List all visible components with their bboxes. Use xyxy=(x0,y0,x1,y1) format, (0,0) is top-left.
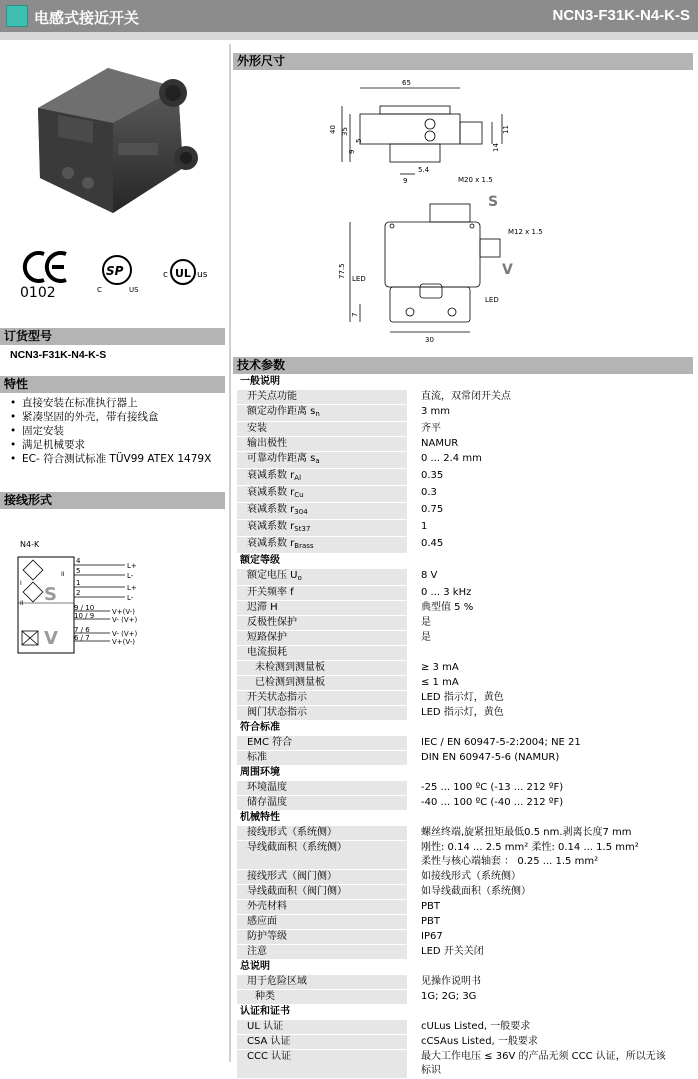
signal-label: V- (V+) xyxy=(112,616,138,624)
spec-value xyxy=(407,796,693,811)
spec-value-text: -25 ... 100 ºC (-13 ... 212 ºF) xyxy=(421,782,564,794)
spec-value xyxy=(407,676,693,691)
spec-row xyxy=(237,503,693,520)
spec-row xyxy=(237,616,693,631)
signal-label: V+(V-) xyxy=(112,638,136,646)
spec-value xyxy=(407,520,693,537)
spec-value xyxy=(407,841,693,870)
spec-key-text: 衰减系数 r xyxy=(247,521,295,533)
spec-key xyxy=(237,646,407,661)
spec-row xyxy=(237,601,693,616)
spec-value-text: LED 开关关闭 xyxy=(421,946,484,958)
spec-key-text: 用于危险区域 xyxy=(247,976,307,988)
spec-row xyxy=(237,975,693,990)
spec-row xyxy=(237,537,693,554)
pin-label: 7 / 6 xyxy=(74,626,90,634)
spec-key xyxy=(237,975,407,990)
spec-key-subscript: a xyxy=(315,457,320,466)
spec-value xyxy=(407,870,693,885)
spec-key-text: 开关状态指示 xyxy=(247,692,307,704)
pin-label: 1 xyxy=(76,579,81,587)
spec-value xyxy=(407,661,693,676)
spec-row xyxy=(237,990,693,1005)
spec-key-text: 电流损耗 xyxy=(247,647,287,659)
spec-key xyxy=(237,796,407,811)
spec-row xyxy=(237,826,693,841)
spec-key-text: CCC 认证 xyxy=(247,1051,292,1063)
column-divider xyxy=(229,44,231,1062)
spec-row xyxy=(237,706,693,721)
spec-value xyxy=(407,1035,693,1050)
spec-key-text: 衰减系数 r xyxy=(247,487,295,499)
spec-row xyxy=(237,945,693,960)
spec-row xyxy=(237,486,693,503)
spec-row xyxy=(237,646,693,661)
section-wiring-title: 接线形式 xyxy=(0,492,225,509)
dim-65: 65 xyxy=(402,79,411,87)
spec-value-text-2: 标识 xyxy=(421,1065,441,1077)
dim-35: 35 xyxy=(341,127,349,136)
spec-value-text: 如接线形式（系统侧） xyxy=(421,871,521,883)
spec-value-text: 0.35 xyxy=(421,470,444,482)
spec-value xyxy=(407,691,693,706)
spec-row xyxy=(237,736,693,751)
spec-key-text: 导线截面积（系统侧） xyxy=(247,842,347,854)
section-dimensions-title: 外形尺寸 xyxy=(233,53,693,70)
spec-value-text: IP67 xyxy=(421,931,443,943)
spec-key xyxy=(237,469,407,486)
spec-row xyxy=(237,569,693,586)
spec-value-text: LED 指示灯，黄色 xyxy=(421,707,504,719)
spec-value-text: 刚性: 0.14 ... 2.5 mm² 柔性: 0.14 ... 1.5 mm² xyxy=(421,842,639,854)
spec-row xyxy=(237,796,693,811)
spec-value xyxy=(407,915,693,930)
spec-value xyxy=(407,885,693,900)
spec-group-row xyxy=(237,554,693,569)
spec-row xyxy=(237,631,693,646)
spec-value-text: 最大工作电压 ≤ 36V 的产品无须 CCC 认证，所以无该 xyxy=(421,1051,666,1063)
spec-key xyxy=(237,1050,407,1079)
spec-key-text: 导线截面积（阀门侧） xyxy=(247,886,347,898)
spec-value-text: -40 ... 100 ºC (-40 ... 212 ºF) xyxy=(421,797,564,809)
page-header xyxy=(0,0,698,32)
spec-value-text: PBT xyxy=(421,916,440,928)
dim-led-2: LED xyxy=(485,296,499,304)
signal-label: L+ xyxy=(127,584,137,592)
spec-value-text: 是 xyxy=(421,617,431,629)
spec-key-text: 感应面 xyxy=(247,916,277,928)
spec-group-row xyxy=(237,721,693,736)
spec-value-text: NAMUR xyxy=(421,438,459,450)
pin-label: 9 / 10 xyxy=(74,604,95,612)
spec-key-text: 标准 xyxy=(247,752,267,764)
dim-77-5: 77.5 xyxy=(338,263,346,279)
ul-us-label: us xyxy=(197,270,208,280)
ul-mark-icon xyxy=(171,260,195,284)
order-number: NCN3-F31K-N4-K-S xyxy=(10,349,107,361)
csa-us-label: US xyxy=(129,286,139,294)
spec-row xyxy=(237,900,693,915)
svg-text:SP: SP xyxy=(106,264,124,278)
spec-row xyxy=(237,520,693,537)
spec-key-text: 可靠动作距离 s xyxy=(247,453,316,465)
spec-key xyxy=(237,631,407,646)
dim-v-letter: V xyxy=(502,262,513,278)
signal-label: V+(V-) xyxy=(112,608,136,616)
spec-value xyxy=(407,486,693,503)
spec-key xyxy=(237,706,407,721)
dim-led-1: LED xyxy=(352,275,366,283)
spec-value-text: 见操作说明书 xyxy=(421,976,481,988)
spec-key xyxy=(237,390,407,405)
spec-value xyxy=(407,469,693,486)
spec-key xyxy=(237,520,407,537)
dim-30: 30 xyxy=(425,336,434,344)
spec-key-text: 已检测到测量板 xyxy=(255,677,325,689)
spec-key-text: EMC 符合 xyxy=(247,737,293,749)
spec-table xyxy=(237,375,693,1079)
signal-label: V- (V+) xyxy=(112,630,138,638)
spec-key xyxy=(237,736,407,751)
spec-key-text: CSA 认证 xyxy=(247,1036,291,1048)
spec-value-text: 0.45 xyxy=(421,538,444,550)
spec-value-text: 3 mm xyxy=(421,406,451,418)
spec-key xyxy=(237,537,407,554)
spec-group-title: 符合标准 xyxy=(237,721,693,736)
spec-key-text: 短路保护 xyxy=(247,632,287,644)
pin-label: 6 / 7 xyxy=(74,634,90,642)
spec-key-text: 种类 xyxy=(255,991,275,1003)
spec-group-title: 额定等级 xyxy=(237,554,693,569)
spec-row xyxy=(237,1020,693,1035)
dim-9: 9 xyxy=(348,149,356,154)
spec-value-text: 0.3 xyxy=(421,487,437,499)
ul-c-label: c xyxy=(163,270,168,280)
wiring-diagram xyxy=(10,535,220,660)
spec-row xyxy=(237,691,693,706)
spec-row xyxy=(237,422,693,437)
dim-s-letter: S xyxy=(488,194,499,210)
spec-row xyxy=(237,885,693,900)
spec-row xyxy=(237,676,693,691)
feature-item: • EC- 符合测试标准 TÜV99 ATEX 1479X xyxy=(8,452,223,466)
brand-square-icon xyxy=(6,5,28,27)
spec-key-text: 接线形式（系统侧） xyxy=(247,827,337,839)
spec-key-subscript: n xyxy=(315,410,320,419)
spec-row xyxy=(237,915,693,930)
spec-value-text: 典型值 5 % xyxy=(421,602,474,614)
feature-item: • 直接安装在标准执行器上 xyxy=(8,396,223,410)
spec-key-subscript: Al xyxy=(294,474,302,483)
spec-row xyxy=(237,405,693,422)
spec-group-title: 总说明 xyxy=(237,960,693,975)
spec-value xyxy=(407,405,693,422)
spec-value-text: 8 V xyxy=(421,570,438,582)
spec-value xyxy=(407,569,693,586)
spec-row xyxy=(237,437,693,452)
spec-key-text: 开关频率 f xyxy=(247,587,294,599)
spec-value-text: cULus Listed, 一般要求 xyxy=(421,1021,531,1033)
spec-key-subscript: Cu xyxy=(294,491,304,500)
spec-value-text: DIN EN 60947-5-6 (NAMUR) xyxy=(421,752,560,764)
dim-14: 14 xyxy=(492,143,500,152)
spec-value-text: ≥ 3 mA xyxy=(421,662,459,674)
section-spec-title: 技术参数 xyxy=(233,357,693,374)
spec-row xyxy=(237,586,693,601)
spec-key xyxy=(237,870,407,885)
product-photo xyxy=(18,48,218,228)
spec-value-text: 直流，双常闭开关点 xyxy=(421,391,511,403)
spec-key-subscript: 304 xyxy=(294,508,308,517)
spec-row xyxy=(237,751,693,766)
feature-item: • 固定安装 xyxy=(8,424,223,438)
spec-key xyxy=(237,885,407,900)
dim-11: 11 xyxy=(502,125,510,134)
pin-label: 2 xyxy=(76,589,81,597)
spec-row xyxy=(237,1035,693,1050)
wiring-s-letter: S xyxy=(44,584,57,605)
spec-key xyxy=(237,930,407,945)
spec-key-text: 阀门状态指示 xyxy=(247,707,307,719)
spec-group-row xyxy=(237,811,693,826)
feature-item: • 紧凑坚固的外壳，带有接线盒 xyxy=(8,410,223,424)
spec-value xyxy=(407,975,693,990)
spec-key-subscript: Brass xyxy=(294,542,314,551)
feature-item: • 满足机械要求 xyxy=(8,438,223,452)
pin-label: 5 xyxy=(76,567,81,575)
spec-value xyxy=(407,945,693,960)
spec-value xyxy=(407,1050,693,1079)
spec-value xyxy=(407,586,693,601)
spec-value xyxy=(407,537,693,554)
csa-c-label: C xyxy=(97,286,102,294)
dim-7: 7 xyxy=(351,312,359,317)
spec-value-text: 0.75 xyxy=(421,504,444,516)
spec-key-text: 未检测到测量板 xyxy=(255,662,325,674)
spec-key xyxy=(237,1020,407,1035)
cert-number: 0102 xyxy=(20,285,56,301)
spec-key xyxy=(237,422,407,437)
wiring-small-1: I xyxy=(20,580,22,587)
spec-key-text: 储存温度 xyxy=(247,797,287,809)
dim-5-4: 5.4 xyxy=(418,166,430,174)
spec-key xyxy=(237,569,407,586)
spec-key xyxy=(237,616,407,631)
spec-value xyxy=(407,900,693,915)
spec-key-text: 衰减系数 r xyxy=(247,504,295,516)
spec-key xyxy=(237,1035,407,1050)
spec-row xyxy=(237,390,693,405)
spec-value-text: 齐平 xyxy=(421,423,441,435)
section-features-title: 特性 xyxy=(0,376,225,393)
spec-key xyxy=(237,990,407,1005)
spec-value xyxy=(407,437,693,452)
wiring-v-letter: V xyxy=(44,628,58,649)
spec-key-text: 防护等级 xyxy=(247,931,287,943)
header-strip xyxy=(0,32,698,40)
spec-value-text: 0 ... 3 kHz xyxy=(421,587,472,599)
spec-value-text: 1G; 2G; 3G xyxy=(421,991,477,1003)
wiring-small-2: II xyxy=(20,600,24,607)
spec-key-text: 环境温度 xyxy=(247,782,287,794)
spec-key xyxy=(237,452,407,469)
spec-key-text: 额定动作距离 s xyxy=(247,406,316,418)
spec-key-text: 衰减系数 r xyxy=(247,470,295,482)
spec-value xyxy=(407,706,693,721)
spec-key xyxy=(237,405,407,422)
spec-key xyxy=(237,781,407,796)
spec-value-text: ≤ 1 mA xyxy=(421,677,459,689)
spec-group-title: 机械特性 xyxy=(237,811,693,826)
spec-group-title: 一般说明 xyxy=(237,375,693,390)
spec-value xyxy=(407,930,693,945)
spec-key xyxy=(237,826,407,841)
spec-key-text: 接线形式（阀门侧） xyxy=(247,871,337,883)
spec-key xyxy=(237,676,407,691)
wiring-label: N4-K xyxy=(20,540,40,549)
spec-key xyxy=(237,900,407,915)
spec-key-text: 外壳材料 xyxy=(247,901,287,913)
model-number: NCN3-F31K-N4-K-S xyxy=(552,7,690,24)
spec-key-text: 衰减系数 r xyxy=(247,538,295,550)
dim-m20: M20 x 1.5 xyxy=(458,176,493,184)
spec-value xyxy=(407,1020,693,1035)
svg-text:UL: UL xyxy=(175,267,191,280)
spec-key xyxy=(237,486,407,503)
spec-key-subscript: St37 xyxy=(294,525,311,534)
spec-row xyxy=(237,930,693,945)
wiring-small-3: II xyxy=(61,571,65,578)
spec-key-text: 反极性保护 xyxy=(247,617,297,629)
features-list xyxy=(8,396,223,466)
spec-value-text: PBT xyxy=(421,901,440,913)
csa-mark-icon xyxy=(103,256,131,284)
spec-value-text: LED 指示灯，黄色 xyxy=(421,692,504,704)
spec-row xyxy=(237,1050,693,1079)
spec-group-row xyxy=(237,375,693,390)
spec-value-text: 是 xyxy=(421,632,431,644)
spec-value xyxy=(407,601,693,616)
spec-key xyxy=(237,751,407,766)
spec-key xyxy=(237,503,407,520)
spec-key xyxy=(237,661,407,676)
spec-value-text: 如导线截面积（系统侧） xyxy=(421,886,531,898)
spec-key xyxy=(237,437,407,452)
spec-row xyxy=(237,661,693,676)
spec-key xyxy=(237,601,407,616)
spec-value xyxy=(407,422,693,437)
spec-value-text-2: 柔性与核心端轴套 ： 0.25 ... 1.5 mm² xyxy=(421,856,599,868)
spec-key-text: 开关点功能 xyxy=(247,391,297,403)
spec-value xyxy=(407,452,693,469)
spec-key-subscript: o xyxy=(297,574,302,583)
dim-5: 5 xyxy=(355,138,363,143)
spec-group-row xyxy=(237,960,693,975)
spec-value xyxy=(407,751,693,766)
spec-group-title: 周围环境 xyxy=(237,766,693,781)
spec-key-text: 额定电压 U xyxy=(247,570,298,582)
spec-value xyxy=(407,631,693,646)
spec-value xyxy=(407,781,693,796)
spec-key xyxy=(237,586,407,601)
pin-label: 10 / 9 xyxy=(74,612,95,620)
spec-row xyxy=(237,841,693,870)
spec-value-text: 1 xyxy=(421,521,428,533)
dim-9b: 9 xyxy=(403,177,408,185)
spec-key-text: 注意 xyxy=(247,946,267,958)
dim-m12: M12 x 1.5 xyxy=(508,228,543,236)
pin-label: 4 xyxy=(76,557,81,565)
dim-40: 40 xyxy=(329,125,337,134)
certification-marks xyxy=(0,240,228,310)
spec-value-text: IEC / EN 60947-5-2:2004; NE 21 xyxy=(421,737,581,749)
spec-row xyxy=(237,469,693,486)
spec-value-text: 螺丝终端,旋紧扭矩最低0.5 nm.剥离长度7 mm xyxy=(421,827,632,839)
ce-mark-icon xyxy=(25,253,66,281)
spec-key xyxy=(237,945,407,960)
spec-key xyxy=(237,691,407,706)
spec-key-text: 迟滞 H xyxy=(247,602,278,614)
signal-label: L+ xyxy=(127,562,137,570)
spec-value-text: 0 ... 2.4 mm xyxy=(421,453,482,465)
page-title: 电感式接近开关 xyxy=(34,9,140,27)
dimension-drawing xyxy=(240,74,690,354)
spec-value xyxy=(407,990,693,1005)
spec-value xyxy=(407,390,693,405)
spec-row xyxy=(237,870,693,885)
signal-label: L- xyxy=(127,572,134,580)
spec-value xyxy=(407,616,693,631)
spec-value xyxy=(407,646,693,661)
spec-key xyxy=(237,841,407,870)
spec-row xyxy=(237,452,693,469)
spec-group-row xyxy=(237,766,693,781)
spec-key-text: UL 认证 xyxy=(247,1021,284,1033)
signal-label: L- xyxy=(127,594,134,602)
spec-key-text: 输出极性 xyxy=(247,438,287,450)
spec-key xyxy=(237,915,407,930)
spec-row xyxy=(237,781,693,796)
section-order-title: 订货型号 xyxy=(0,328,225,345)
spec-group-title: 认证和证书 xyxy=(237,1005,693,1020)
spec-value xyxy=(407,826,693,841)
spec-value-text: cCSAus Listed, 一般要求 xyxy=(421,1036,538,1048)
spec-value xyxy=(407,736,693,751)
spec-key-text: 安装 xyxy=(247,423,267,435)
spec-value xyxy=(407,503,693,520)
spec-group-row xyxy=(237,1005,693,1020)
